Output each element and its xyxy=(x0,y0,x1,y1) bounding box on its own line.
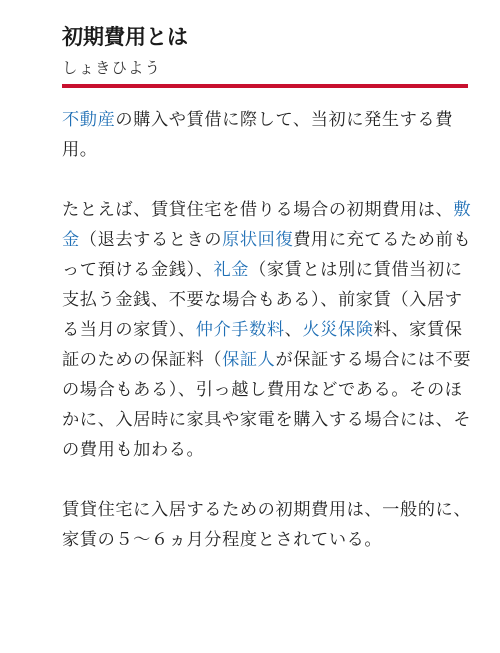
term-header xyxy=(62,22,470,79)
link-hoshounin[interactable]: 保証人 xyxy=(222,350,276,370)
detail-text-6: 料、家賃保証のための保証料（ xyxy=(62,320,463,370)
link-chukai-tesuryo[interactable]: 仲介手数料 xyxy=(195,320,285,340)
detail-paragraph xyxy=(62,195,472,465)
definition-text: の購入や賃借に際して、当初に発生する費用。 xyxy=(62,110,453,160)
definition-paragraph xyxy=(62,105,472,165)
term-title: 初期費用とは xyxy=(62,25,188,49)
bottom-fade xyxy=(0,639,500,653)
detail-text-3: 費用に充てるため前もって預ける金銭）、 xyxy=(62,230,472,280)
link-real-estate[interactable]: 不動産 xyxy=(62,110,116,130)
link-genjou-kaifuku[interactable]: 原状回復 xyxy=(222,230,294,250)
link-kasai-hoken[interactable]: 火災保険 xyxy=(302,320,374,340)
summary-paragraph: 賃貸住宅に入居するための初期費用は、一般的に、家賃の５～６ヵ月分程度とされている。 xyxy=(62,500,472,550)
title-divider xyxy=(62,84,468,88)
detail-text-1: たとえば、賃貸住宅を借りる場合の初期費用は、 xyxy=(62,200,454,220)
link-reikin[interactable]: 礼金 xyxy=(213,260,250,280)
detail-text-4: （家賃とは別に賃借当初に支払う金銭、不要な場合もある）、前家賃（入居する当月の家賃）、 xyxy=(62,260,463,340)
term-reading: しょきひよう xyxy=(62,59,162,77)
detail-text-2: （退去するときの xyxy=(79,230,223,250)
term-body xyxy=(62,105,472,585)
link-shikikin[interactable]: 敷金 xyxy=(62,200,472,250)
detail-text-5: 、 xyxy=(284,320,303,340)
detail-text-7: が保証する場合には不要の場合もある）、引っ越し費用などである。そのほかに、入居時に家具や家電を購入する場合には、その費用も加わる。 xyxy=(62,350,472,460)
